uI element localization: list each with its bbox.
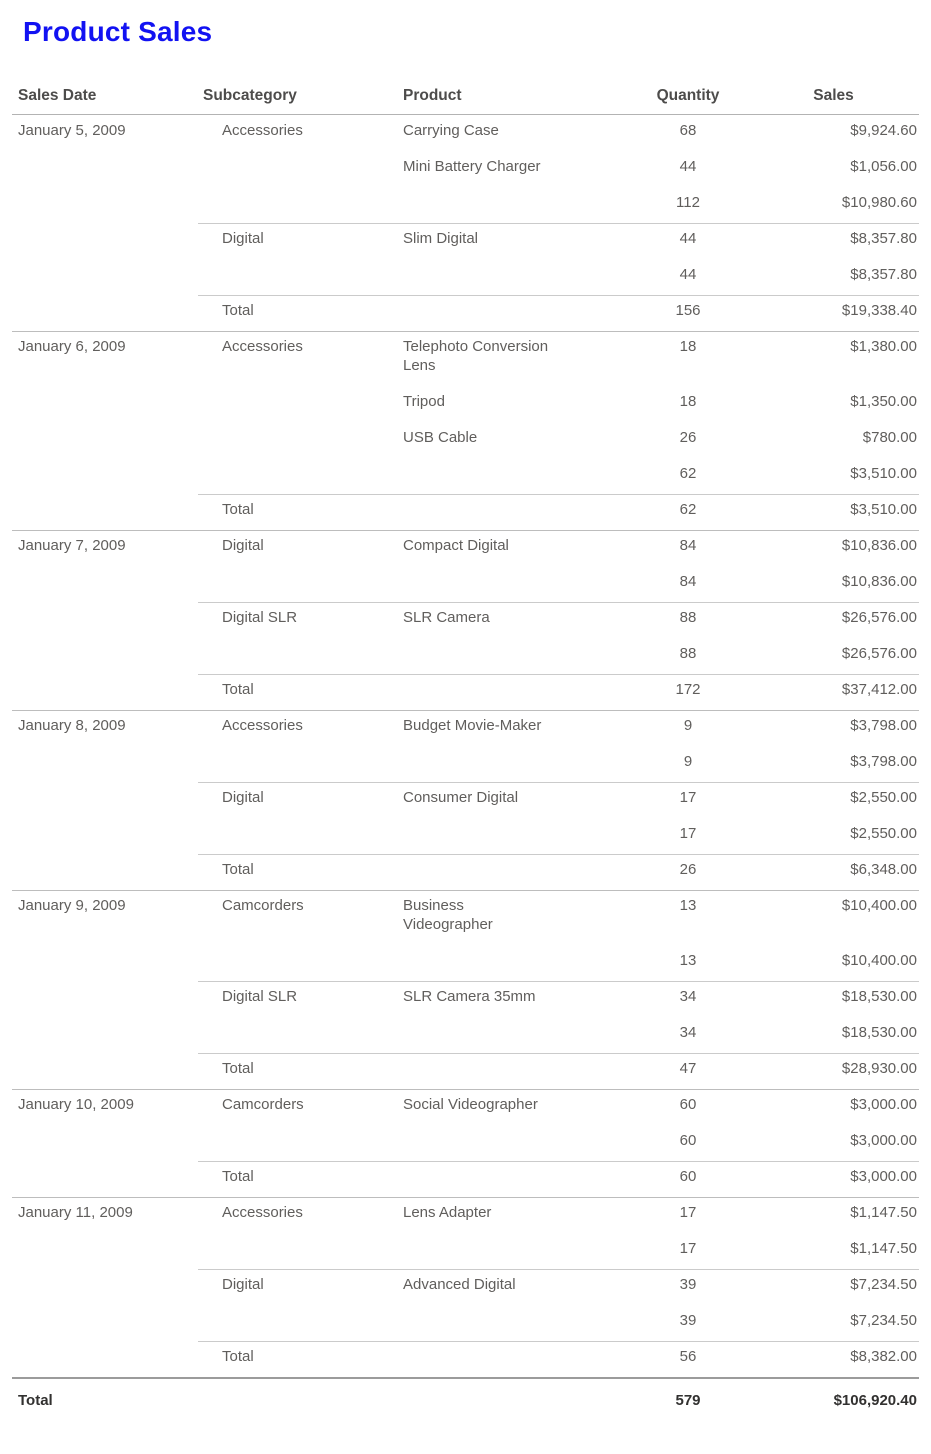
sales-cell: $7,234.50 [850,1276,917,1293]
date-cell [12,572,198,591]
quantity-cell: 39 [679,1276,697,1293]
sales-cell: $18,530.00 [841,1024,917,1041]
product-row [12,386,919,422]
product-cell-text: Carrying Case [403,122,499,139]
sales-cell: $1,350.00 [850,393,917,410]
sales-cell: $10,400.00 [841,897,917,914]
date-cell [12,752,198,771]
sales-cell: $3,798.00 [850,717,917,734]
product-cell [378,500,628,519]
product-cell-text: Business Videographer [403,897,493,933]
subtotal-row [12,746,919,782]
subtotal-row [12,818,919,854]
date-cell [12,1275,198,1294]
subcategory-cell: Digital SLR [222,988,298,1005]
subcategory-cell: Digital SLR [222,609,298,626]
product-cell-text: USB Cable [403,429,478,446]
date-cell [12,301,198,320]
date-cell: January 5, 2009 [18,122,126,139]
sales-cell: $8,382.00 [850,1348,917,1365]
date-cell [12,1023,198,1042]
subcategory-cell [198,644,378,663]
subcategory-cell: Camcorders [222,1096,304,1113]
product-cell [378,337,628,375]
quantity-cell: 60 [679,1132,697,1149]
product-cell [378,301,628,320]
product-cell-text: Compact Digital [403,537,509,554]
product-cell-text: Tripod [403,393,445,410]
date-cell [12,193,198,212]
subcategory-cell [198,951,378,970]
date-cell [12,644,198,663]
product-row [12,223,919,259]
product-row [12,530,919,566]
sales-cell: $19,338.40 [841,302,917,319]
sales-cell: $8,357.80 [850,230,917,247]
quantity-cell: 44 [679,230,697,247]
group-total-row [12,674,919,710]
column-header-sales-date: Sales Date [18,87,97,104]
product-cell [378,860,628,879]
quantity-cell: 26 [679,429,697,446]
subtotal-row [12,187,919,223]
product-cell-text: Budget Movie-Maker [403,717,542,734]
product-cell-text: SLR Camera [403,609,490,626]
subcategory-cell: Accessories [222,122,303,139]
product-row [12,1197,919,1233]
date-cell: January 6, 2009 [18,338,126,355]
product-row [12,890,919,945]
sales-cell: $2,550.00 [850,789,917,806]
sales-cell: $10,836.00 [841,537,917,554]
subtotal-row [12,458,919,494]
subtotal-row [12,1233,919,1269]
date-cell [12,680,198,699]
product-cell [378,193,628,212]
product-cell-text: Telephoto Conversion Lens [403,338,549,374]
quantity-cell: 68 [679,122,697,139]
date-cell [12,392,198,411]
quantity-cell: 156 [675,302,701,319]
sales-cell: $1,147.50 [850,1204,917,1221]
quantity-cell: 34 [679,1024,697,1041]
date-cell [12,788,198,807]
subcategory-cell: Camcorders [222,897,304,914]
quantity-cell: 88 [679,645,697,662]
product-cell [378,680,628,699]
sales-cell: $10,980.60 [841,194,917,211]
sales-cell: $1,056.00 [850,158,917,175]
product-sales-report [12,16,919,1421]
sales-cell: $18,530.00 [841,988,917,1005]
grand-total-row [12,1377,919,1421]
column-header-subcategory: Subcategory [203,87,297,104]
group-total-row [12,854,919,890]
product-cell [378,788,628,807]
product-cell [378,1131,628,1150]
subtotal-row [12,566,919,602]
quantity-cell: 172 [675,681,701,698]
product-cell [378,572,628,591]
product-cell [378,1391,628,1410]
subcategory-cell [198,193,378,212]
date-cell [12,464,198,483]
subcategory-cell [198,392,378,411]
sales-cell: $1,380.00 [850,338,917,355]
product-cell [378,951,628,970]
product-row [12,1269,919,1305]
sales-cell: $3,000.00 [850,1096,917,1113]
product-cell-text: Slim Digital [403,230,479,247]
sales-cell: $3,510.00 [850,501,917,518]
quantity-cell: 34 [679,988,697,1005]
group-total-row [12,1161,919,1197]
product-cell [378,987,628,1006]
quantity-cell: 579 [675,1392,701,1409]
product-cell [378,1095,628,1114]
date-cell [12,608,198,627]
date-cell [12,1311,198,1330]
product-cell [378,1203,628,1222]
date-cell [12,987,198,1006]
quantity-cell: 88 [679,609,697,626]
subtotal-row [12,1125,919,1161]
date-cell [12,951,198,970]
subcategory-cell: Accessories [222,717,303,734]
subcategory-cell: Digital [222,230,264,247]
product-cell-text: SLR Camera 35mm [403,988,536,1005]
product-cell-text: Mini Battery Charger [403,158,541,175]
product-row [12,151,919,187]
subcategory-cell [198,1239,378,1258]
quantity-cell: 9 [683,717,693,734]
subcategory-cell: Total [222,861,254,878]
product-row [12,602,919,638]
sales-cell: $37,412.00 [841,681,917,698]
date-cell [12,1347,198,1366]
quantity-cell: 26 [679,861,697,878]
product-cell [378,1311,628,1330]
group-total-row [12,1341,919,1377]
sales-cell: $3,000.00 [850,1168,917,1185]
subtotal-row [12,945,919,981]
sales-cell: $9,924.60 [850,122,917,139]
quantity-cell: 18 [679,393,697,410]
product-cell [378,265,628,284]
product-cell-text: Advanced Digital [403,1276,516,1293]
group-total-row [12,1053,919,1089]
quantity-cell: 44 [679,266,697,283]
date-cell [12,860,198,879]
product-row [12,115,919,151]
date-cell: January 11, 2009 [18,1204,133,1221]
product-cell [378,1167,628,1186]
quantity-cell: 18 [679,338,697,355]
product-row [12,422,919,458]
group-total-row [12,494,919,530]
group-total-row [12,295,919,331]
sales-cell: $2,550.00 [850,825,917,842]
subtotal-row [12,1305,919,1341]
quantity-cell: 17 [679,789,697,806]
product-cell [378,824,628,843]
sales-cell: $10,400.00 [841,952,917,969]
page-title: Product Sales [23,16,213,47]
subcategory-cell: Accessories [222,338,303,355]
sales-table [12,78,919,1421]
subcategory-cell [198,428,378,447]
quantity-cell: 9 [683,753,693,770]
sales-cell: $26,576.00 [841,609,917,626]
date-cell [12,265,198,284]
date-cell [12,229,198,248]
subcategory-cell: Digital [222,537,264,554]
product-cell [378,752,628,771]
quantity-cell: 60 [679,1168,697,1185]
table-header-row [12,78,919,115]
date-cell [12,1059,198,1078]
subtotal-row [12,1017,919,1053]
sales-cell: $3,798.00 [850,753,917,770]
quantity-cell: 13 [679,897,697,914]
quantity-cell: 62 [679,465,697,482]
sales-cell: $3,510.00 [850,465,917,482]
quantity-cell: 17 [679,1204,697,1221]
subtotal-row [12,259,919,295]
sales-cell: $28,930.00 [841,1060,917,1077]
product-cell [378,464,628,483]
date-cell [12,157,198,176]
subcategory-cell [198,752,378,771]
product-cell [378,229,628,248]
product-row [12,331,919,386]
subcategory-cell [198,1023,378,1042]
subcategory-cell [198,824,378,843]
subcategory-cell: Total [222,681,254,698]
date-cell: January 9, 2009 [18,897,126,914]
sales-cell: $8,357.80 [850,266,917,283]
sales-cell: $106,920.40 [833,1392,917,1409]
subcategory-cell [198,157,378,176]
subcategory-cell [198,1391,378,1410]
product-row [12,1089,919,1125]
subcategory-cell [198,572,378,591]
quantity-cell: 13 [679,952,697,969]
date-cell [12,824,198,843]
product-cell-text: Lens Adapter [403,1204,492,1221]
subcategory-cell: Accessories [222,1204,303,1221]
date-cell [12,500,198,519]
subcategory-cell: Total [222,501,254,518]
date-cell: January 8, 2009 [18,717,126,734]
subcategory-cell [198,265,378,284]
sales-cell: $10,836.00 [841,573,917,590]
product-row [12,710,919,746]
subcategory-cell: Total [222,1060,254,1077]
column-header-sales: Sales [813,87,854,104]
product-cell [378,392,628,411]
date-cell [12,1131,198,1150]
product-cell [378,608,628,627]
quantity-cell: 84 [679,573,697,590]
product-cell-text: Social Videographer [403,1096,538,1113]
date-cell [12,1239,198,1258]
sales-cell: $780.00 [862,429,917,446]
product-cell [378,536,628,555]
sales-cell: $7,234.50 [850,1312,917,1329]
product-cell [378,1239,628,1258]
sales-cell: $26,576.00 [841,645,917,662]
product-row [12,782,919,818]
product-row [12,981,919,1017]
subcategory-cell [198,1311,378,1330]
subcategory-cell [198,1131,378,1150]
subcategory-cell: Digital [222,789,264,806]
subtotal-row [12,638,919,674]
sales-cell: $6,348.00 [850,861,917,878]
product-cell [378,1347,628,1366]
date-cell: Total [18,1392,53,1409]
product-cell [378,428,628,447]
product-cell [378,1275,628,1294]
quantity-cell: 44 [679,158,697,175]
quantity-cell: 17 [679,1240,697,1257]
date-cell [12,428,198,447]
quantity-cell: 17 [679,825,697,842]
quantity-cell: 60 [679,1096,697,1113]
subcategory-cell: Total [222,302,254,319]
date-cell: January 10, 2009 [18,1096,134,1113]
quantity-cell: 84 [679,537,697,554]
product-cell [378,121,628,140]
date-cell: January 7, 2009 [18,537,126,554]
quantity-cell: 39 [679,1312,697,1329]
product-cell [378,716,628,735]
table-body [12,115,919,1421]
quantity-cell: 47 [679,1060,697,1077]
sales-cell: $3,000.00 [850,1132,917,1149]
subcategory-cell: Total [222,1168,254,1185]
product-cell [378,896,628,934]
product-cell [378,644,628,663]
quantity-cell: 62 [679,501,697,518]
sales-cell: $1,147.50 [850,1240,917,1257]
product-cell [378,1059,628,1078]
product-cell [378,1023,628,1042]
column-header-product: Product [403,87,462,104]
quantity-cell: 112 [676,194,700,211]
subcategory-cell: Total [222,1348,254,1365]
product-cell [378,157,628,176]
subcategory-cell: Digital [222,1276,264,1293]
date-cell [12,1167,198,1186]
quantity-cell: 56 [679,1348,697,1365]
subcategory-cell [198,464,378,483]
product-cell-text: Consumer Digital [403,789,519,806]
column-header-quantity: Quantity [656,87,720,104]
